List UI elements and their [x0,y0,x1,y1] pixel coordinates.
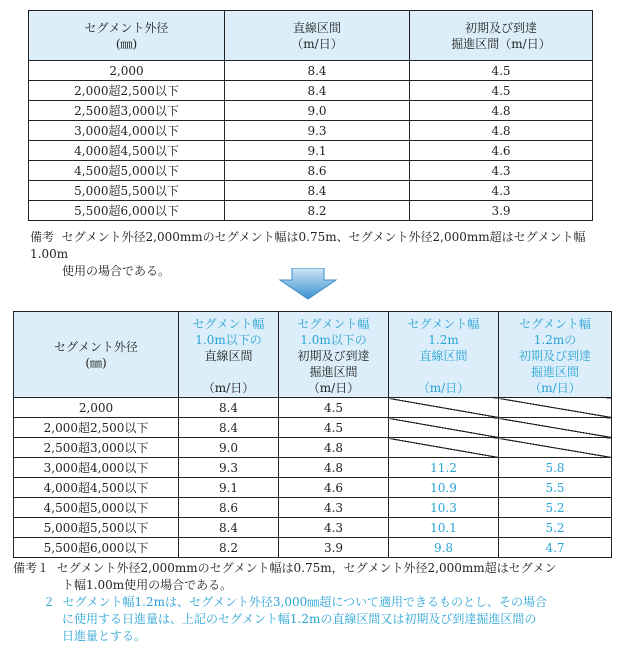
value-cell: 4.3 [410,181,593,201]
not-applicable-cell [389,438,499,458]
header-outer-diameter: セグメント外径 (㎜) [29,11,225,61]
table-row [14,438,612,458]
table-row [29,161,593,181]
table-header-row [29,11,593,61]
table-row [14,498,612,518]
value-cell: 8.2 [179,538,279,558]
note-item1-line1: セグメント外径2,000mmのセグメント幅は0.75m，セグメント外径2,000mm超はセグメン [56,561,557,575]
value-cell: 8.4 [225,61,410,81]
table-row [14,418,612,438]
value-cell: 9.1 [225,141,410,161]
value-cell: 4.8 [279,438,389,458]
table-row [14,458,612,478]
diameter-cell: 3,000超4,000以下 [29,121,225,141]
table-after [13,311,612,558]
value-cell: 9.0 [225,101,410,121]
table-row [14,478,612,498]
value-cell: 8.6 [179,498,279,518]
value-cell: 4.3 [279,498,389,518]
value-cell: 4.5 [410,61,593,81]
diameter-cell: 5,500超6,000以下 [14,538,179,558]
diameter-cell: 2,500超3,000以下 [29,101,225,121]
value-cell: 4.5 [279,398,389,418]
diameter-cell: 2,000 [14,398,179,418]
diameter-cell: 3,000超4,000以下 [14,458,179,478]
value-cell: 8.4 [179,418,279,438]
table-row [14,518,612,538]
value-cell: 10.1 [389,518,499,538]
not-applicable-cell [499,398,612,418]
not-applicable-cell [389,398,499,418]
note-item2-line1: セグメント幅1.2mは、セグメント外径3,000㎜超について適用できるものとし、その場合 [62,595,547,609]
table-row [29,141,593,161]
header-width12-initial: セグメント幅 1.2mの 初期及び到達 掘進区間 （m/日） [499,312,612,398]
value-cell: 9.8 [389,538,499,558]
value-cell: 9.1 [179,478,279,498]
note-text-line2: 使用の場合である。 [62,264,171,278]
value-cell: 8.6 [225,161,410,181]
note-item1-line2: ト幅1.00m使用の場合である。 [62,578,233,592]
table-row [29,121,593,141]
value-cell: 5.2 [499,498,612,518]
down-arrow-icon [278,268,338,300]
value-cell: 4.8 [410,121,593,141]
diameter-cell: 4,500超5,000以下 [14,498,179,518]
note-label: 備考 [30,230,55,244]
diameter-cell: 5,500超6,000以下 [29,201,225,221]
value-cell: 4.6 [410,141,593,161]
diameter-cell: 2,000超2,500以下 [14,418,179,438]
table-row [29,101,593,121]
diameter-cell: 2,500超3,000以下 [14,438,179,458]
table-row [29,81,593,101]
value-cell: 4.8 [279,458,389,478]
value-cell: 4.5 [410,81,593,101]
note-item2-line3: 日進量とする。 [62,629,147,643]
not-applicable-cell [389,418,499,438]
note-remarks-2 [13,560,613,645]
table-row [14,538,612,558]
diameter-cell: 5,000超5,500以下 [29,181,225,201]
value-cell: 4.8 [410,101,593,121]
diameter-cell: 4,000超4,500以下 [29,141,225,161]
value-cell: 8.4 [225,181,410,201]
value-cell: 3.9 [410,201,593,221]
table-row [29,61,593,81]
value-cell: 4.6 [279,478,389,498]
value-cell: 8.4 [225,81,410,101]
note-item2-line2: に使用する日進量は、上記のセグメント幅1.2mの直線区間又は初期及び到達掘進区間の [62,612,537,626]
note-label: 備考１ [13,561,50,575]
note-text-line1: セグメント外径2,000mmのセグメント幅は0.75m、セグメント外径2,000mm超はセグメント幅1.00m [30,230,586,261]
diameter-cell: 2,000 [29,61,225,81]
value-cell: 10.3 [389,498,499,518]
value-cell: 4.7 [499,538,612,558]
not-applicable-cell [499,438,612,458]
header-initial-arrival: 初期及び到達 掘進区間（m/日） [410,11,593,61]
note-item2-number: ２ [43,595,56,609]
header-straight-section: 直線区間 （m/日） [225,11,410,61]
value-cell: 8.4 [179,398,279,418]
table-header-row [14,312,612,398]
diameter-cell: 2,000超2,500以下 [29,81,225,101]
value-cell: 4.5 [279,418,389,438]
table-before [28,10,593,221]
value-cell: 10.9 [389,478,499,498]
value-cell: 8.4 [179,518,279,538]
value-cell: 9.3 [179,458,279,478]
table-row [29,181,593,201]
value-cell: 5.8 [499,458,612,478]
value-cell: 9.3 [225,121,410,141]
value-cell: 4.3 [279,518,389,538]
header-outer-diameter: セグメント外径 (㎜) [14,312,179,398]
value-cell: 9.0 [179,438,279,458]
header-width10-straight: セグメント幅 1.0m以下の 直線区間 （m/日） [179,312,279,398]
header-width10-initial: セグメント幅 1.0m以下の 初期及び到達 掘進区間 （m/日） [279,312,389,398]
diameter-cell: 5,000超5,500以下 [14,518,179,538]
value-cell: 11.2 [389,458,499,478]
table-row [29,201,593,221]
header-width12-straight: セグメント幅 1.2m 直線区間 （m/日） [389,312,499,398]
diameter-cell: 4,500超5,000以下 [29,161,225,181]
diameter-cell: 4,000超4,500以下 [14,478,179,498]
not-applicable-cell [499,418,612,438]
value-cell: 5.5 [499,478,612,498]
value-cell: 8.2 [225,201,410,221]
table-row [14,398,612,418]
value-cell: 4.3 [410,161,593,181]
value-cell: 3.9 [279,538,389,558]
value-cell: 5.2 [499,518,612,538]
